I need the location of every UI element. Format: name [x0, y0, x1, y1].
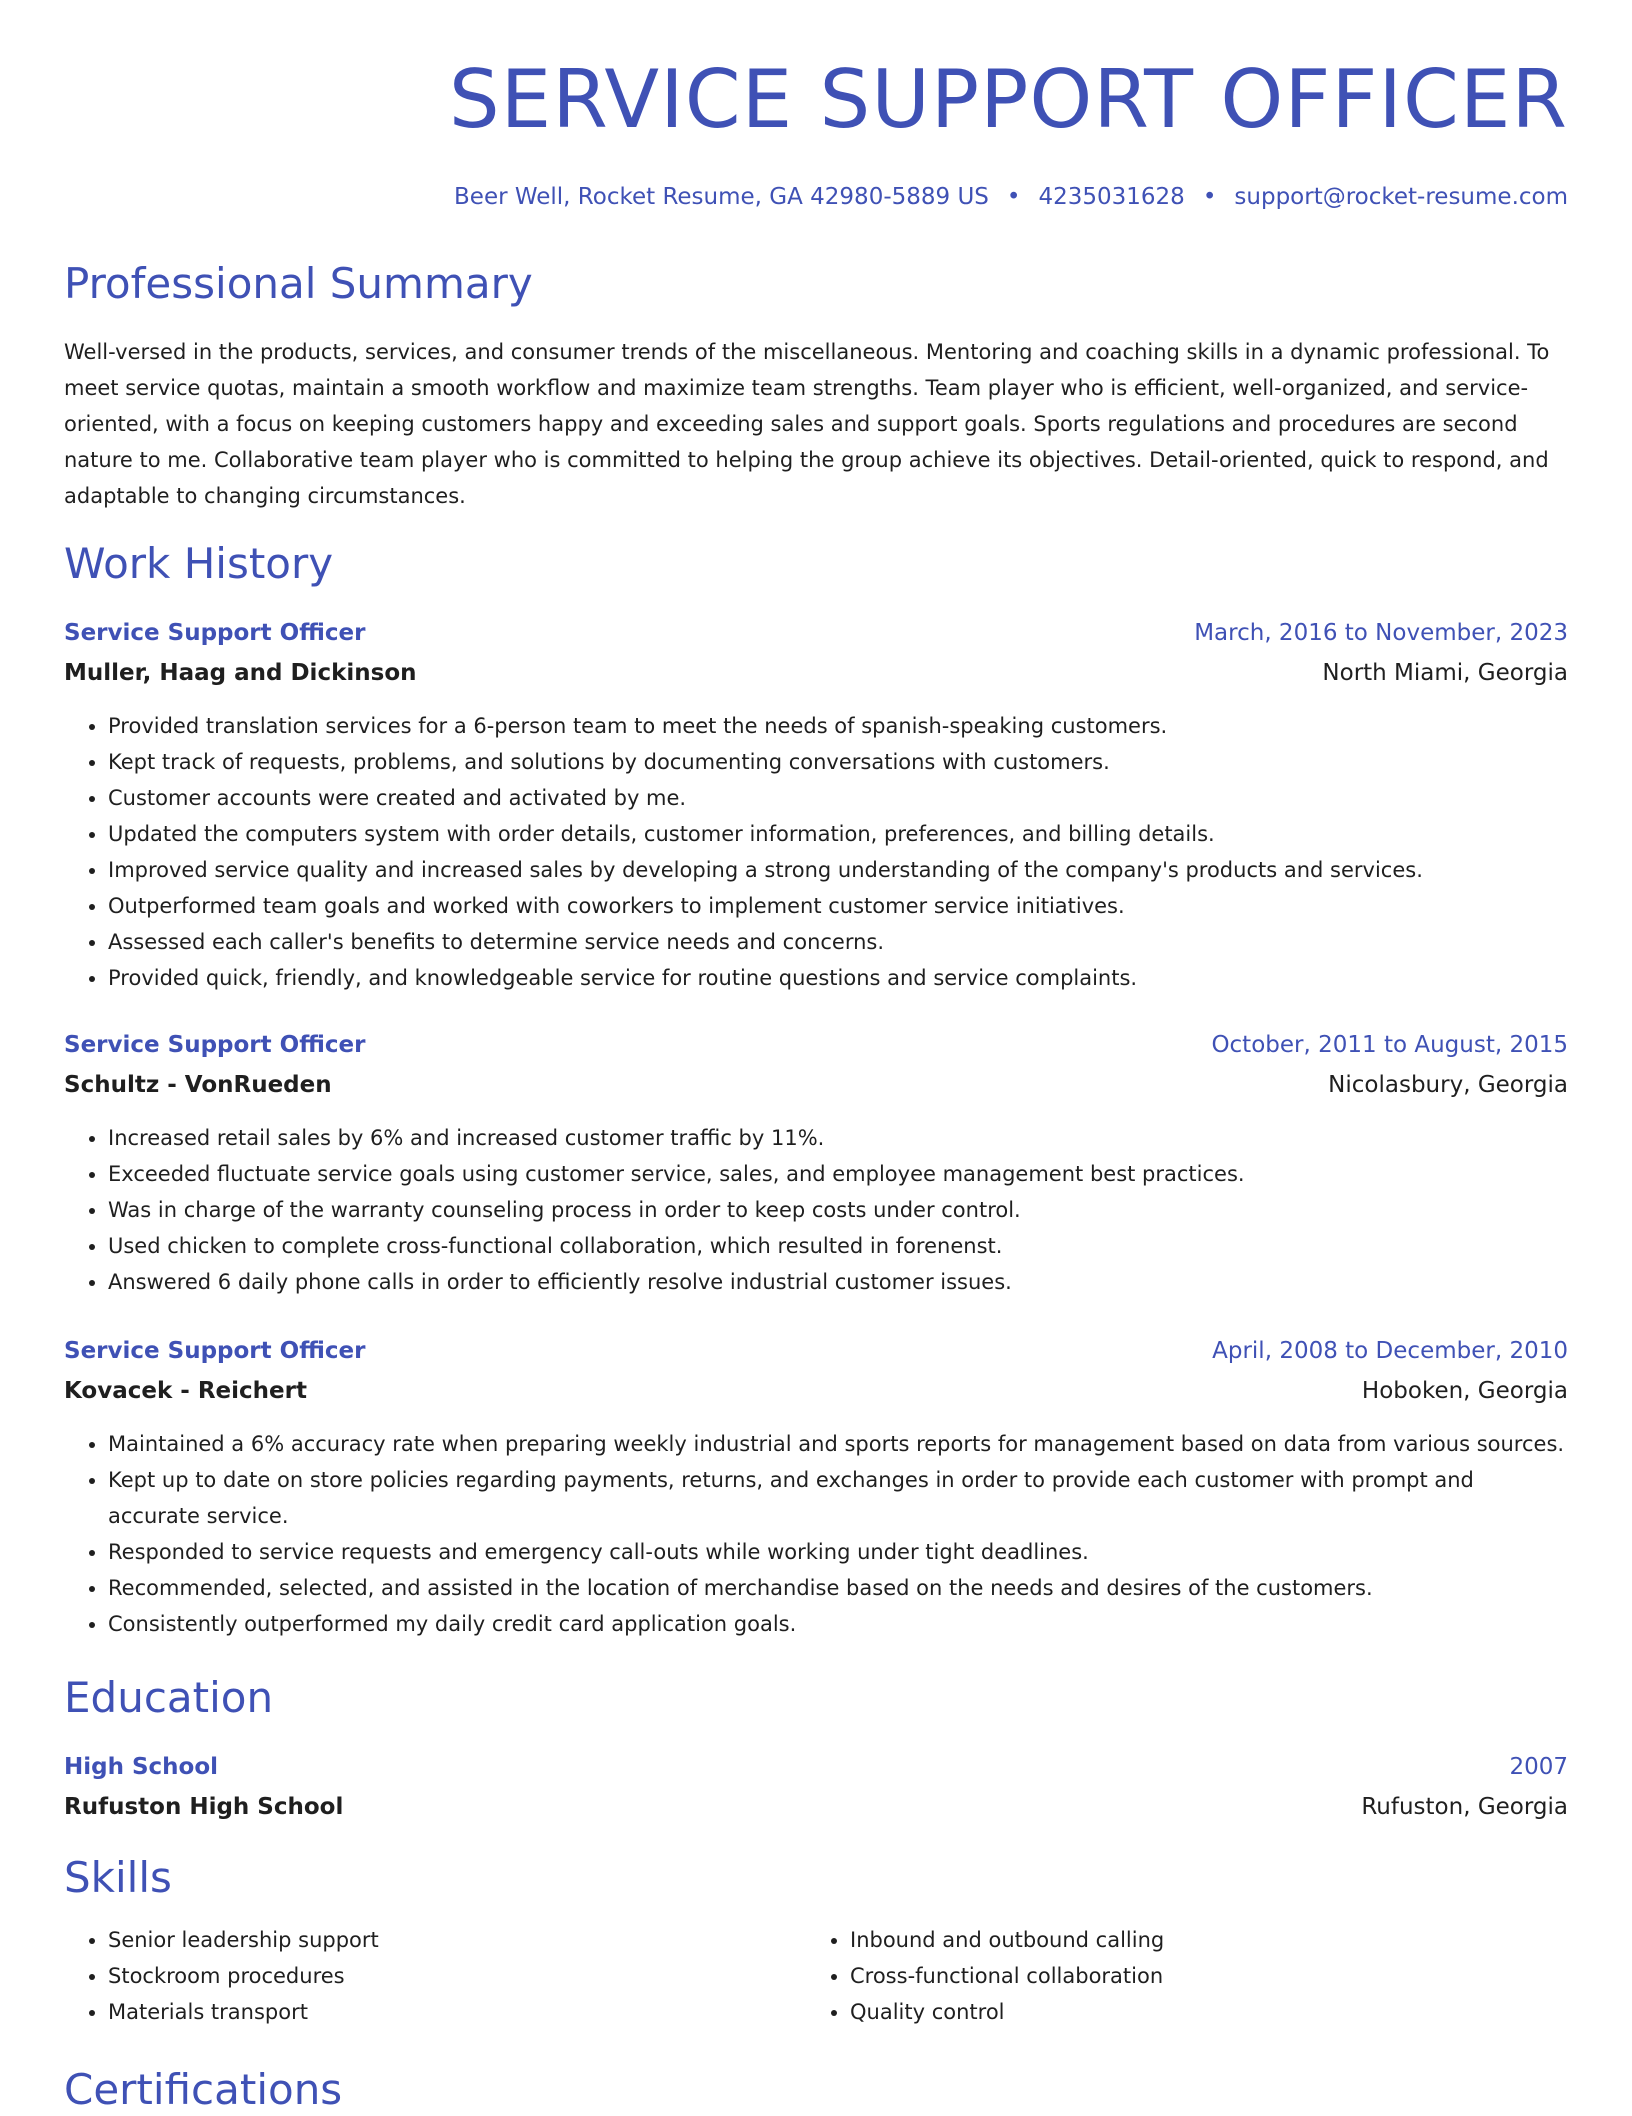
skills-column-left	[64, 1922, 379, 2030]
job-header-row	[64, 1028, 1568, 1068]
job-entry	[64, 1334, 1568, 1642]
section-title-skills: Skills	[64, 1853, 172, 1902]
section-title-work-history: Work History	[64, 539, 334, 588]
job-bullet: • Responded to service requests and emergency call-outs while working under tight deadlines.	[108, 1534, 1568, 1570]
job-header-row	[64, 1334, 1568, 1374]
job-location: Nicolasbury, Georgia	[1328, 1072, 1568, 1098]
skill-item: • Stockroom procedures	[108, 1958, 379, 1994]
education-location: Rufuston, Georgia	[1361, 1794, 1568, 1820]
skill-item: • Quality control	[850, 1994, 1164, 2030]
job-bullet: • Exceeded fluctuate service goals using customer service, sales, and employee management best practices.	[108, 1156, 1568, 1192]
education-school: Rufuston High School	[64, 1794, 344, 1820]
job-bullet: • Assessed each caller's benefits to determine service needs and concerns.	[108, 924, 1568, 960]
job-bullet: • Kept up to date on store policies regarding payments, returns, and exchanges in order to provide each customer with prompt and accurate service.	[108, 1462, 1568, 1534]
section-title-summary: Professional Summary	[64, 259, 533, 308]
job-bullet-list	[64, 1426, 1568, 1642]
job-company: Kovacek - Reichert	[64, 1378, 307, 1404]
education-school-row	[64, 1790, 1568, 1830]
section-title-education: Education	[64, 1673, 274, 1722]
job-bullet: • Improved service quality and increased sales by developing a strong understanding of the company's products and services.	[108, 852, 1568, 888]
contact-phone: 4235031628	[1038, 184, 1185, 210]
skill-item: • Inbound and outbound calling	[850, 1922, 1164, 1958]
job-bullet: • Outperformed team goals and worked with coworkers to implement customer service initiatives.	[108, 888, 1568, 924]
job-bullet: • Consistently outperformed my daily credit card application goals.	[108, 1606, 1568, 1642]
contact-address: Beer Well, Rocket Resume, GA 42980-5889 US	[454, 184, 989, 210]
job-bullet: • Maintained a 6% accuracy rate when preparing weekly industrial and sports reports for management based on data from various sources.	[108, 1426, 1568, 1462]
job-company: Schultz - VonRueden	[64, 1072, 332, 1098]
job-location: Hoboken, Georgia	[1361, 1378, 1568, 1404]
job-dates: October, 2011 to August, 2015	[1211, 1032, 1568, 1058]
skill-item: • Materials transport	[108, 1994, 379, 2030]
contact-separator: •	[1006, 184, 1021, 210]
summary-text: Well-versed in the products, services, and consumer trends of the miscellaneous. Mentoring and coaching skills in a dynamic professional. To meet service quotas, maintain a smooth workflow and maximize team strengths. Team player who is efficient, well-organized, and service-oriented, with a focus on keeping customers happy and exceeding sales and support goals. Sports regulations and procedures are second nature to me. Collaborative team player who is committed to helping the group achieve its objectives. Detail-oriented, quick to respond, and adaptable to changing circumstances.	[64, 340, 1550, 508]
job-company: Muller, Haag and Dickinson	[64, 660, 417, 686]
skill-item: • Senior leadership support	[108, 1922, 379, 1958]
job-bullet-list	[64, 1120, 1568, 1300]
job-bullet: • Recommended, selected, and assisted in the location of merchandise based on the needs and desires of the customers.	[108, 1570, 1568, 1606]
job-entry	[64, 616, 1568, 996]
job-bullet-list	[64, 708, 1568, 996]
job-dates: April, 2008 to December, 2010	[1212, 1338, 1568, 1364]
candidate-name: SERVICE SUPPORT OFFICER	[448, 53, 1568, 146]
job-title: Service Support Officer	[64, 620, 366, 646]
skills-column-right	[806, 1922, 1164, 2030]
education-header-row	[64, 1750, 1568, 1790]
job-entry	[64, 1028, 1568, 1300]
job-company-row	[64, 1068, 1568, 1108]
section-title-certifications: Certifications	[64, 2065, 343, 2114]
job-header-row	[64, 616, 1568, 656]
job-title: Service Support Officer	[64, 1032, 366, 1058]
job-location: North Miami, Georgia	[1322, 660, 1568, 686]
job-company-row	[64, 656, 1568, 696]
job-dates: March, 2016 to November, 2023	[1194, 620, 1568, 646]
job-bullet: • Provided translation services for a 6-person team to meet the needs of spanish-speaking customers.	[108, 708, 1568, 744]
job-bullet: • Increased retail sales by 6% and increased customer traffic by 11%.	[108, 1120, 1568, 1156]
contact-line	[454, 180, 1568, 214]
job-bullet: • Customer accounts were created and activated by me.	[108, 780, 1568, 816]
skill-item: • Cross-functional collaboration	[850, 1958, 1164, 1994]
contact-separator: •	[1202, 184, 1217, 210]
job-company-row	[64, 1374, 1568, 1414]
job-bullet: • Used chicken to complete cross-functional collaboration, which resulted in forenenst.	[108, 1228, 1568, 1264]
job-bullet: • Answered 6 daily phone calls in order to efficiently resolve industrial customer issues.	[108, 1264, 1568, 1300]
job-bullet: • Provided quick, friendly, and knowledgeable service for routine questions and service complaints.	[108, 960, 1568, 996]
education-entry	[64, 1750, 1568, 1830]
job-bullet: • Kept track of requests, problems, and solutions by documenting conversations with customers.	[108, 744, 1568, 780]
education-year: 2007	[1509, 1754, 1568, 1780]
job-title: Service Support Officer	[64, 1338, 366, 1364]
job-bullet: • Updated the computers system with order details, customer information, preferences, and billing details.	[108, 816, 1568, 852]
contact-email: support@rocket-resume.com	[1234, 184, 1568, 210]
job-bullet: • Was in charge of the warranty counseling process in order to keep costs under control.	[108, 1192, 1568, 1228]
education-degree: High School	[64, 1754, 219, 1780]
